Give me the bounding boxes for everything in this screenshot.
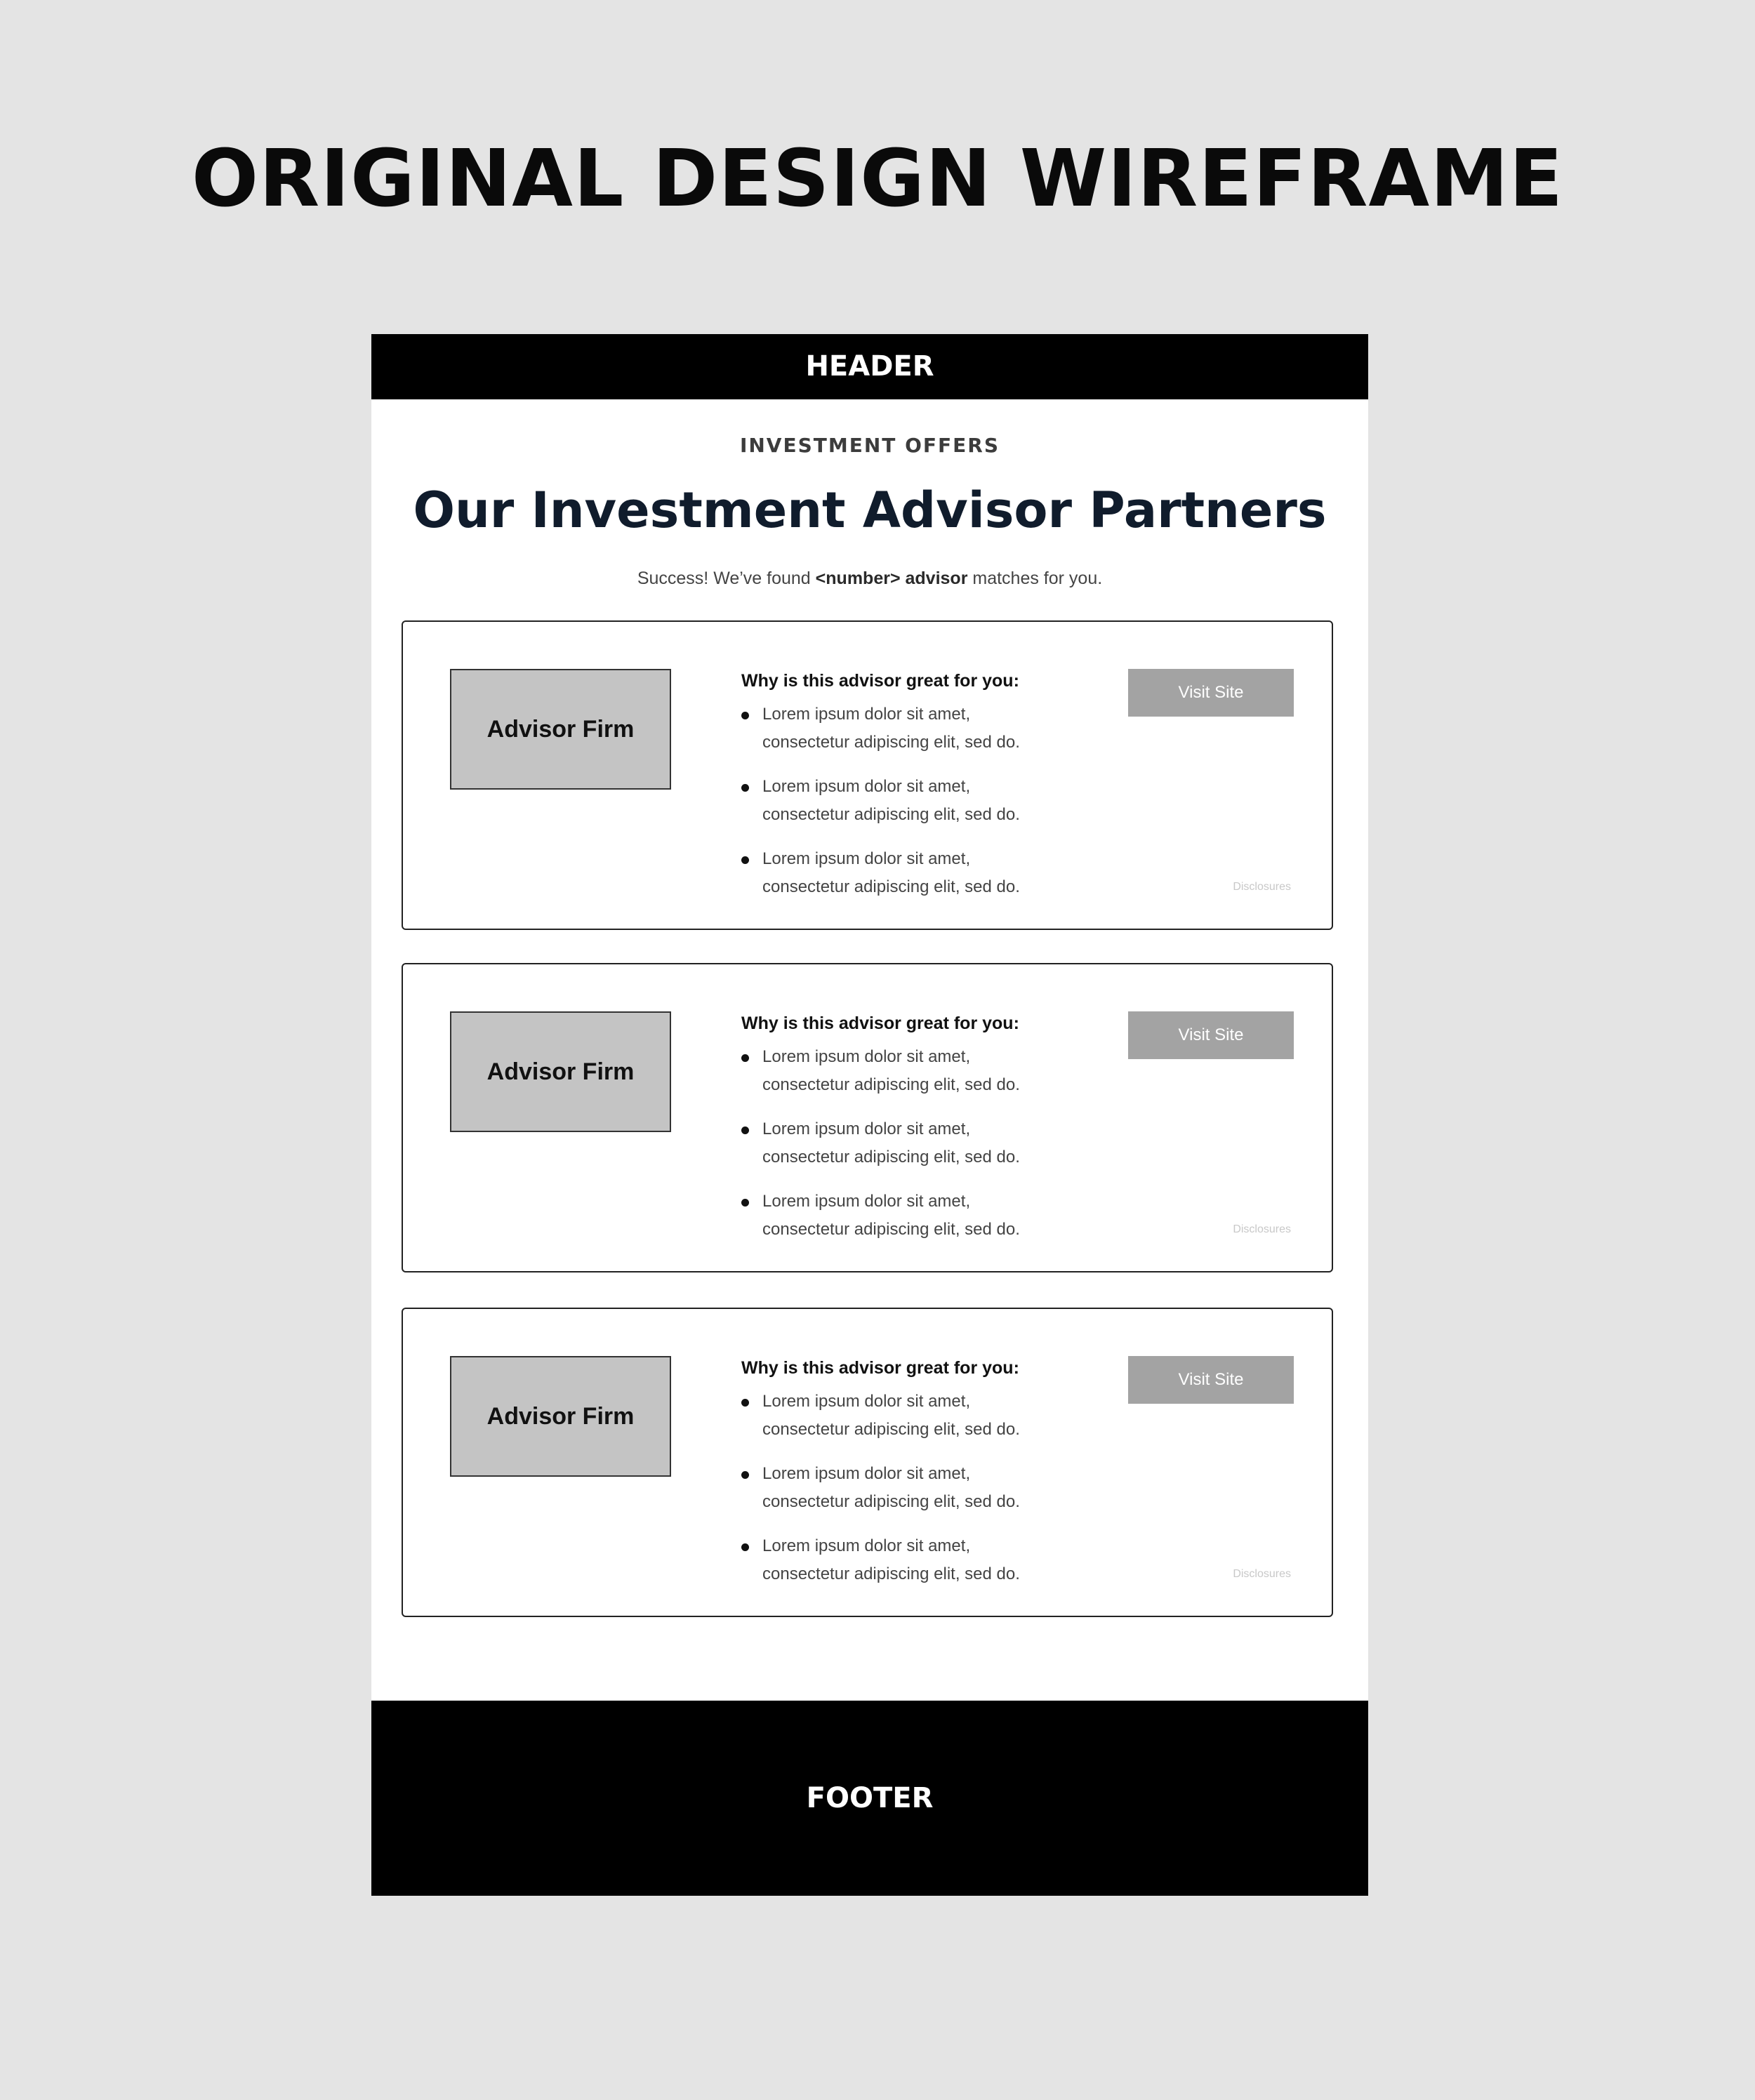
results-summary [371, 569, 1368, 589]
list-item [741, 1460, 1106, 1516]
benefit-list [741, 1388, 1106, 1604]
bullet-icon [741, 712, 749, 719]
benefit-line-1: Lorem ipsum dolor sit amet, [762, 849, 971, 868]
list-item [741, 1043, 1106, 1099]
benefit-line-2: consectetur adipiscing elit, sed do. [762, 1220, 1020, 1239]
benefit-line-2: consectetur adipiscing elit, sed do. [762, 877, 1020, 896]
site-footer: FOOTER [371, 1701, 1368, 1896]
bullet-icon [741, 1199, 749, 1207]
benefit-line-2: consectetur adipiscing elit, sed do. [762, 1564, 1020, 1583]
benefit-line-1: Lorem ipsum dolor sit amet, [762, 1464, 971, 1483]
results-summary-suffix: matches for you. [967, 569, 1103, 588]
benefit-line-2: consectetur adipiscing elit, sed do. [762, 1075, 1020, 1094]
benefit-line-1: Lorem ipsum dolor sit amet, [762, 1047, 971, 1066]
disclosures-link[interactable]: Disclosures [1233, 1568, 1291, 1580]
advisor-card [402, 620, 1333, 930]
bullet-icon [741, 1399, 749, 1407]
benefit-line-2: consectetur adipiscing elit, sed do. [762, 805, 1020, 824]
bullet-icon [741, 1054, 749, 1062]
benefit-line-2: consectetur adipiscing elit, sed do. [762, 1492, 1020, 1511]
why-heading: Why is this advisor great for you: [741, 1358, 1019, 1378]
visit-site-button[interactable]: Visit Site [1128, 1356, 1294, 1404]
list-item [741, 1388, 1106, 1444]
benefit-line-1: Lorem ipsum dolor sit amet, [762, 705, 971, 724]
visit-site-button[interactable]: Visit Site [1128, 1011, 1294, 1059]
bullet-icon [741, 1543, 749, 1551]
benefit-line-2: consectetur adipiscing elit, sed do. [762, 1148, 1020, 1167]
advisor-logo: Advisor Firm [450, 1356, 671, 1477]
benefit-line-1: Lorem ipsum dolor sit amet, [762, 1392, 971, 1411]
list-item [741, 1188, 1106, 1244]
benefit-list [741, 700, 1106, 917]
why-heading: Why is this advisor great for you: [741, 671, 1019, 691]
results-summary-prefix: Success! We’ve found [637, 569, 816, 588]
visit-site-button[interactable]: Visit Site [1128, 669, 1294, 717]
page-frame [371, 334, 1368, 1896]
advisor-card [402, 1308, 1333, 1617]
page-title: Our Investment Advisor Partners [413, 481, 1327, 539]
bullet-icon [741, 856, 749, 864]
list-item [741, 845, 1106, 901]
list-item [741, 1532, 1106, 1588]
bullet-icon [741, 784, 749, 792]
benefit-line-1: Lorem ipsum dolor sit amet, [762, 777, 971, 796]
bullet-icon [741, 1471, 749, 1479]
list-item [741, 700, 1106, 757]
wireframe-title: ORIGINAL DESIGN WIREFRAME [191, 133, 1564, 225]
benefit-line-2: consectetur adipiscing elit, sed do. [762, 733, 1020, 752]
why-heading: Why is this advisor great for you: [741, 1014, 1019, 1033]
bullet-icon [741, 1127, 749, 1134]
benefit-line-1: Lorem ipsum dolor sit amet, [762, 1119, 971, 1138]
disclosures-link[interactable]: Disclosures [1233, 881, 1291, 893]
section-eyebrow: INVESTMENT OFFERS [739, 434, 1000, 457]
disclosures-link[interactable]: Disclosures [1233, 1223, 1291, 1235]
advisor-logo: Advisor Firm [450, 669, 671, 790]
results-count: <number> advisor [815, 569, 968, 588]
site-header: HEADER [371, 334, 1368, 399]
list-item [741, 773, 1106, 829]
list-item [741, 1115, 1106, 1171]
benefit-list [741, 1043, 1106, 1260]
benefit-line-1: Lorem ipsum dolor sit amet, [762, 1192, 971, 1211]
benefit-line-2: consectetur adipiscing elit, sed do. [762, 1420, 1020, 1439]
advisor-card [402, 963, 1333, 1272]
advisor-logo: Advisor Firm [450, 1011, 671, 1132]
benefit-line-1: Lorem ipsum dolor sit amet, [762, 1536, 971, 1555]
